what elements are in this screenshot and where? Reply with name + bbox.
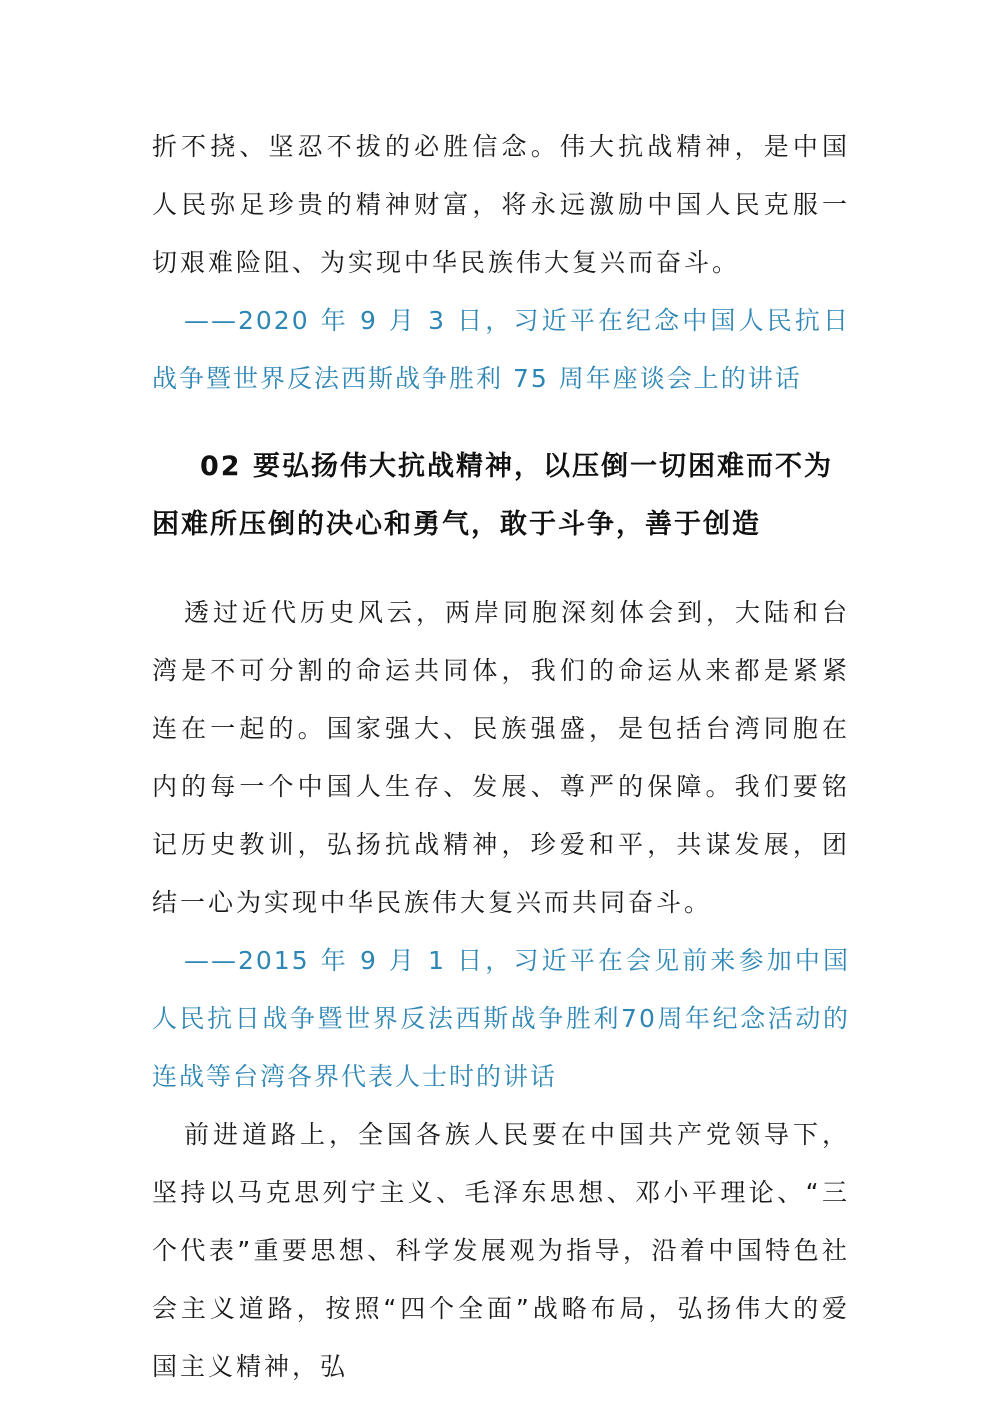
source-citation-2: ——2015 年 9 月 1 日，习近平在会见前来参加中国人民抗日战争暨世界反法西斯战争胜利70周年纪念活动的连战等台湾各界代表人士时的讲话 bbox=[152, 946, 850, 1091]
body-paragraph-3: 前进道路上，全国各族人民要在中国共产党领导下，坚持以马克思列宁主义、毛泽东思想、邓小平理论、“三个代表”重要思想、科学发展观为指导，沿着中国特色社会主义道路，按照“四个全面”战略布局，弘扬伟大的爱国主义精神，弘 bbox=[152, 1120, 850, 1381]
body-paragraph-2: 透过近代历史风云，两岸同胞深刻体会到，大陆和台湾是不可分割的命运共同体，我们的命运从来都是紧紧连在一起的。国家强大、民族强盛，是包括台湾同胞在内的每一个中国人生存、发展、尊严的保障。我们要铭记历史教训，弘扬抗战精神，珍爱和平，共谋发展，团结一心为实现中华民族伟大复兴而共同奋斗。 bbox=[152, 598, 850, 917]
section-heading-02: 02 要弘扬伟大抗战精神，以压倒一切困难而不为困难所压倒的决心和勇气，敢于斗争，善于创造 bbox=[152, 451, 833, 540]
body-paragraph-1: 折不挠、坚忍不拔的必胜信念。伟大抗战精神，是中国人民弥足珍贵的精神财富，将永远激励中国人民克服一切艰难险阻、为实现中华民族伟大复兴而奋斗。 bbox=[152, 132, 850, 277]
source-citation-1: ——2020 年 9 月 3 日，习近平在纪念中国人民抗日战争暨世界反法西斯战争胜利 75 周年座谈会上的讲话 bbox=[152, 306, 850, 393]
